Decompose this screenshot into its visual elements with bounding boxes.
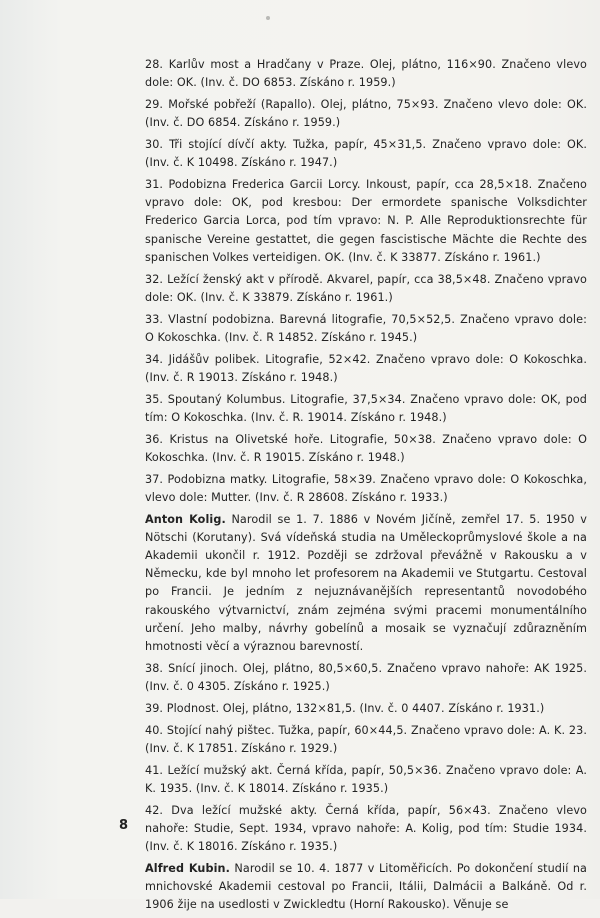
page-number: 8 [119,818,129,833]
artist-bio-text: Narodil se 10. 4. 1877 v Litoměřicích. Po dokončení studií na mnichovské Akademii cestoval po Francii, Itálii, Dalmácii a Balkáně. Od r. 1906 žije na usedlosti v Zwickledtu (Horní Rakousko). Věnuje se [145,861,588,912]
artist-name: Alfred Kubin. [145,861,230,875]
catalog-entry-30: 30. Tři stojící dívčí akty. Tužka, papír, 45×31,5. Značeno vpravo dole: OK. (Inv. č. K 10498. Získáno r. 1947.) [145,138,587,170]
catalog-entry-31: 31. Podobizna Frederica Garcii Lorcy. Inkoust, papír, cca 28,5×18. Značeno vpravo dole: OK, pod kresbou: Der ermordete spanische Volksdichter Frederico Garcia Lorca, pod tím vpravo: N. P. Alle Reproduktionsrechte für spanische Vereine gestattet, die gegen fascistische Mächte die Rechte des spanischen Volkes verteidigen. OK. (Inv. č. K 33877. Získáno r. 1961.) [145,178,587,264]
artist-bio-kubin [145,860,587,915]
catalog-entry-32: 32. Ležící ženský akt v přírodě. Akvarel, papír, cca 38,5×48. Značeno vpravo dole: OK. (Inv. č. K 33879. Získáno r. 1961.) [145,272,587,304]
catalog-entry-42: 42. Dva ležící mužské akty. Černá křída, papír, 56×43. Značeno vlevo nahoře: Studie, Sept. 1934, vpravo nahoře: A. Kolig, pod tím: Studie 1934. (Inv. č. K 18016. Získáno r. 1935.) [145,803,587,854]
artist-bio-text: Narodil se 1. 7. 1886 v Novém Jičíně, zemřel 17. 5. 1950 v Nötschi (Korutany). Svá vídeňská studia na Uměleckoprůmyslové škole a na Akademii ukončil r. 1912. Později se zdržoval převážně v Rakousku a v Německu, kde byl mnoho let profesorem na Akademii ve Stutgartu. Cestoval po Francii. Je jedním z nejuznávanějších representantů novodobého rakouského výtvarnictví, znám zejména svými pracemi monumentálního určení. Jeho malby, návrhy gobelínů a mosaik se vyznačují zdůrazněním hmotnosti věcí a výraznou barevností. [145,512,588,654]
catalog-entry-35: 35. Spoutaný Kolumbus. Litografie, 37,5×34. Značeno vpravo dole: OK, pod tím: O Kokoschka. (Inv. č. R. 19014. Získáno r. 1948.) [145,392,587,424]
catalog-entry-41: 41. Ležící mužský akt. Černá křída, papír, 50,5×36. Značeno vpravo dole: A. K. 1935. (Inv. č. K 18014. Získáno r. 1935.) [145,763,587,795]
catalog-entry-28: 28. Karlův most a Hradčany v Praze. Olej, plátno, 116×90. Značeno vlevo dole: OK. (Inv. č. DO 6853. Získáno r. 1959.) [145,58,587,90]
catalog-entry-39: 39. Plodnost. Olej, plátno, 132×81,5. (Inv. č. 0 4407. Získáno r. 1931.) [145,701,545,715]
catalog-entry-29: 29. Mořské pobřeží (Rapallo). Olej, plátno, 75×93. Značeno vlevo dole: OK. (Inv. č. DO 6854. Získáno r. 1959.) [145,98,587,130]
catalog-entry-36: 36. Kristus na Olivetské hoře. Litografie, 50×38. Značeno vpravo dole: O Kokoschka. (Inv. č. R 19015. Získáno r. 1948.) [145,432,587,464]
catalog-entry-34: 34. Jidášův polibek. Litografie, 52×42. Značeno vpravo dole: O Kokoschka. (Inv. č. R 19013. Získáno r. 1948.) [145,352,587,384]
print-speck [266,16,270,20]
catalog-entry-38: 38. Snící jinoch. Olej, plátno, 80,5×60,5. Značeno vpravo nahoře: AK 1925. (Inv. č. 0 4305. Získáno r. 1925.) [145,661,587,694]
catalog-entry-40: 40. Stojící nahý pištec. Tužka, papír, 60×44,5. Značeno vpravo dole: A. K. 23. (Inv. č. K 17851. Získáno r. 1929.) [145,723,587,755]
catalog-entry-37: 37. Podobizna matky. Litografie, 58×39. Značeno vpravo dole: O Kokoschka, vlevo dole: Mutter. (Inv. č. R 28608. Získáno r. 1933.) [145,472,587,504]
artist-name: Anton Kolig. [145,512,226,526]
artist-bio-kolig [145,511,587,657]
catalog-entry-33: 33. Vlastní podobizna. Barevná litografie, 70,5×52,5. Značeno vpravo dole: O Kokoschka. (Inv. č. R 14852. Získáno r. 1945.) [145,312,587,344]
catalog-text [145,56,587,918]
